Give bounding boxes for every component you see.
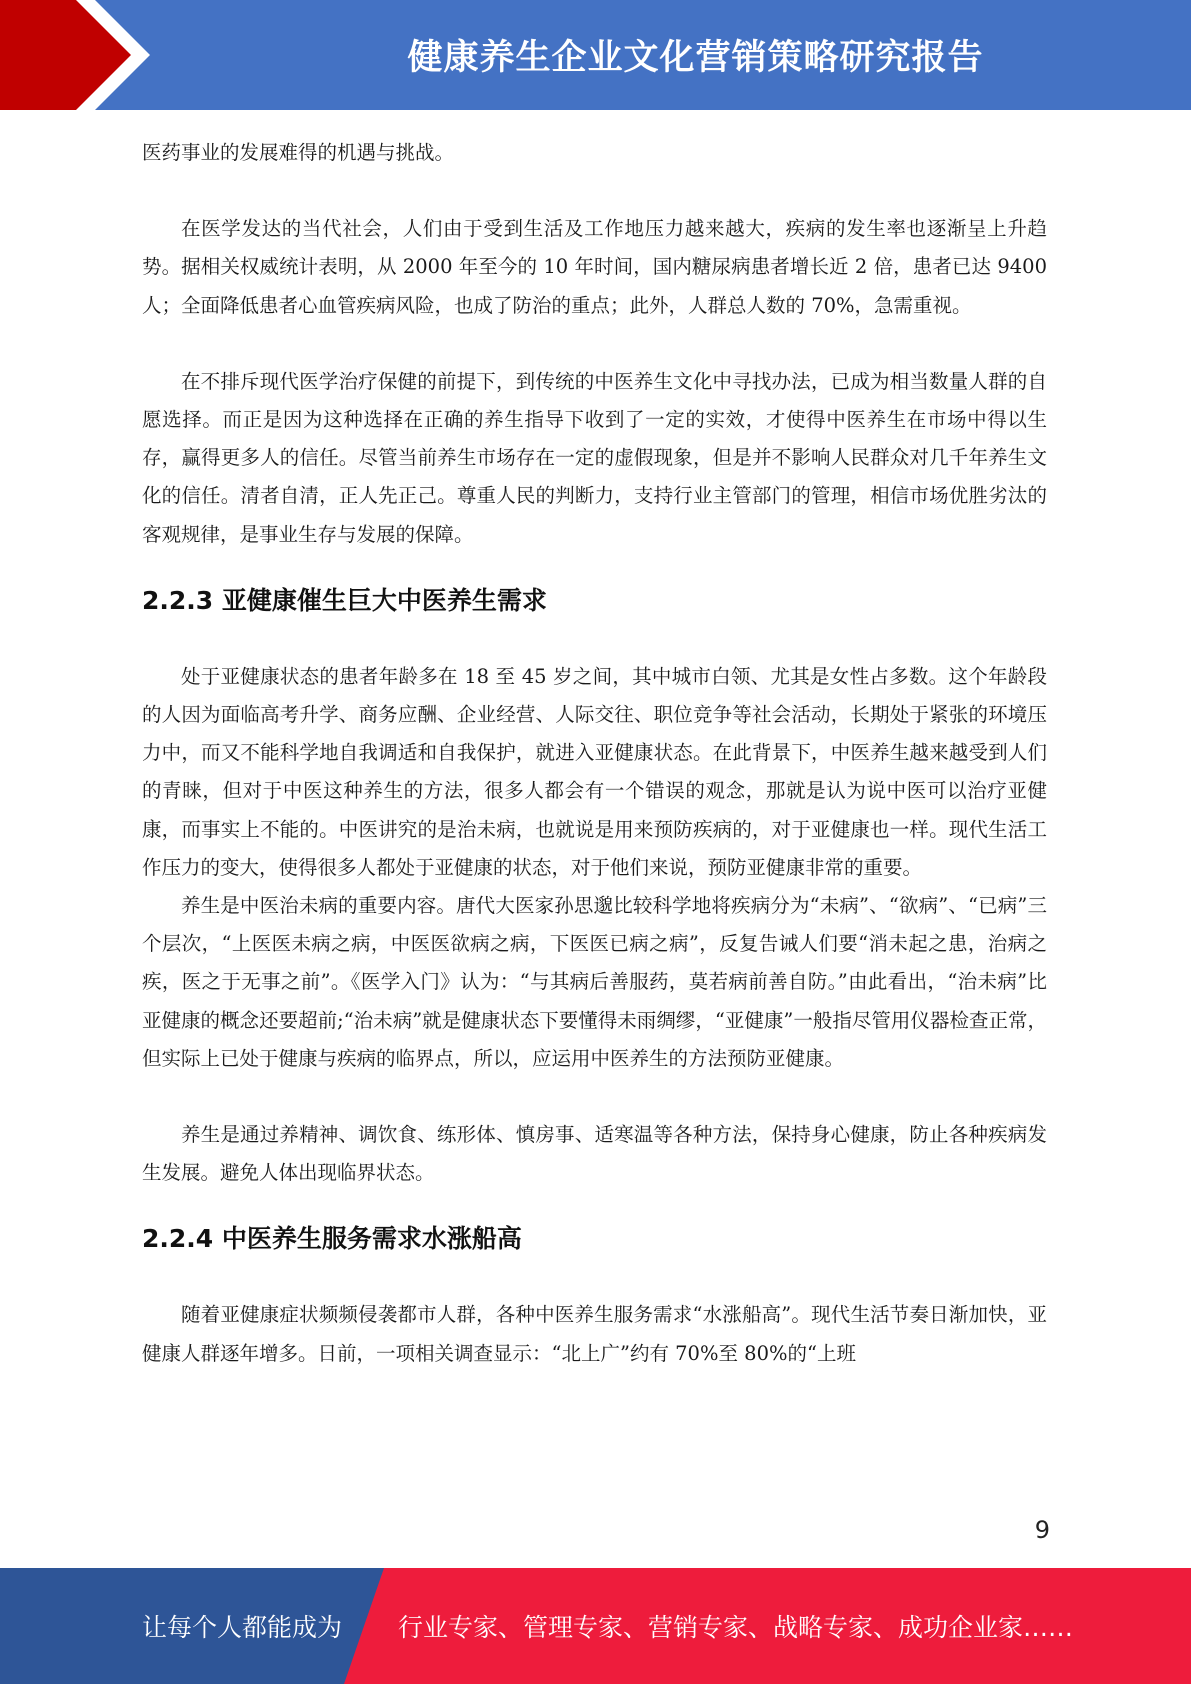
header-arrow-decoration: [0, 0, 220, 110]
paragraph: 养生是通过养精神、调饮食、练形体、慎房事、适寒温等各种方法，保持身心健康，防止各种疾病发生发展。避免人体出现临界状态。: [142, 1123, 1047, 1185]
paragraph: 在医学发达的当代社会，人们由于受到生活及工作地压力越来越大，疾病的发生率也逐渐呈上升趋势。据相关权威统计表明，从 2000 年至今的 10 年时间，国内糖尿病患者增长近 2 倍，患者已达 9400 人；全面降低患者心血管疾病风险，也成了防治的重点；此外，人群总人数的 70%，急需重视。: [142, 217, 1047, 317]
footer-slogan-left: 让每个人都能成为: [142, 1613, 343, 1642]
footer-slogan-right: 行业专家、管理专家、营销专家、战略专家、成功企业家……: [398, 1613, 1074, 1642]
paragraph: 处于亚健康状态的患者年龄多在 18 至 45 岁之间，其中城市白领、尤其是女性占多数。这个年龄段的人因为面临高考升学、商务应酬、企业经营、人际交往、职位竞争等社会活动，长期处于紧张的环境压力中，而又不能科学地自我调适和自我保护，就进入亚健康状态。在此背景下，中医养生越来越受到人们的青睐，但对于中医这种养生的方法，很多人都会有一个错误的观念，那就是认为说中医可以治疗亚健康，而事实上不能的。中医讲究的是治未病，也就说是用来预防疾病的，对于亚健康也一样。现代生活工作压力的变大，使得很多人都处于亚健康的状态，对于他们来说，预防亚健康非常的重要。: [142, 664, 1047, 879]
page-body: [142, 134, 1047, 1373]
paragraph: 养生是中医治未病的重要内容。唐代大医家孙思邈比较科学地将疾病分为“未病”、“欲病”、“已病”三个层次，“上医医未病之病，中医医欲病之病，下医医已病之病”，反复告诫人们要“消未起之患，治病之疾，医之于无事之前”。《医学入门》认为：“与其病后善服药，莫若病前善自防。”由此看出，“治未病”比亚健康的概念还要超前;“治未病”就是健康状态下要懂得未雨绸缪，“亚健康”一般指尽管用仪器检查正常，但实际上已处于健康与疾病的临界点，所以，应运用中医养生的方法预防亚健康。: [142, 894, 1047, 1070]
paragraph: 在不排斥现代医学治疗保健的前提下，到传统的中医养生文化中寻找办法，已成为相当数量人群的自愿选择。而正是因为这种选择在正确的养生指导下收到了一定的实效，才使得中医养生在市场中得以生存，赢得更多人的信任。尽管当前养生市场存在一定的虚假现象，但是并不影响人民群众对几千年养生文化的信任。清者自清，正人先正己。尊重人民的判断力，支持行业主管部门的管理，相信市场优胜劣汰的客观规律，是事业生存与发展的保障。: [142, 369, 1047, 546]
paragraph: 医药事业的发展难得的机遇与挑战。: [142, 141, 455, 164]
section-heading: 2.2.3 亚健康催生巨大中医养生需求: [142, 585, 547, 615]
page-header: [0, 0, 1191, 110]
page-footer: [0, 1568, 1191, 1684]
section-heading: 2.2.4 中医养生服务需求水涨船高: [142, 1224, 522, 1254]
paragraph: 随着亚健康症状频频侵袭都市人群，各种中医养生服务需求“水涨船高”。现代生活节奏日渐加快，亚健康人群逐年增多。日前，一项相关调查显示：“北上广”约有 70%至 80%的“上班: [142, 1303, 1047, 1365]
page-number: 9: [1034, 1516, 1050, 1544]
report-title: 健康养生企业文化营销策略研究报告: [407, 38, 984, 78]
